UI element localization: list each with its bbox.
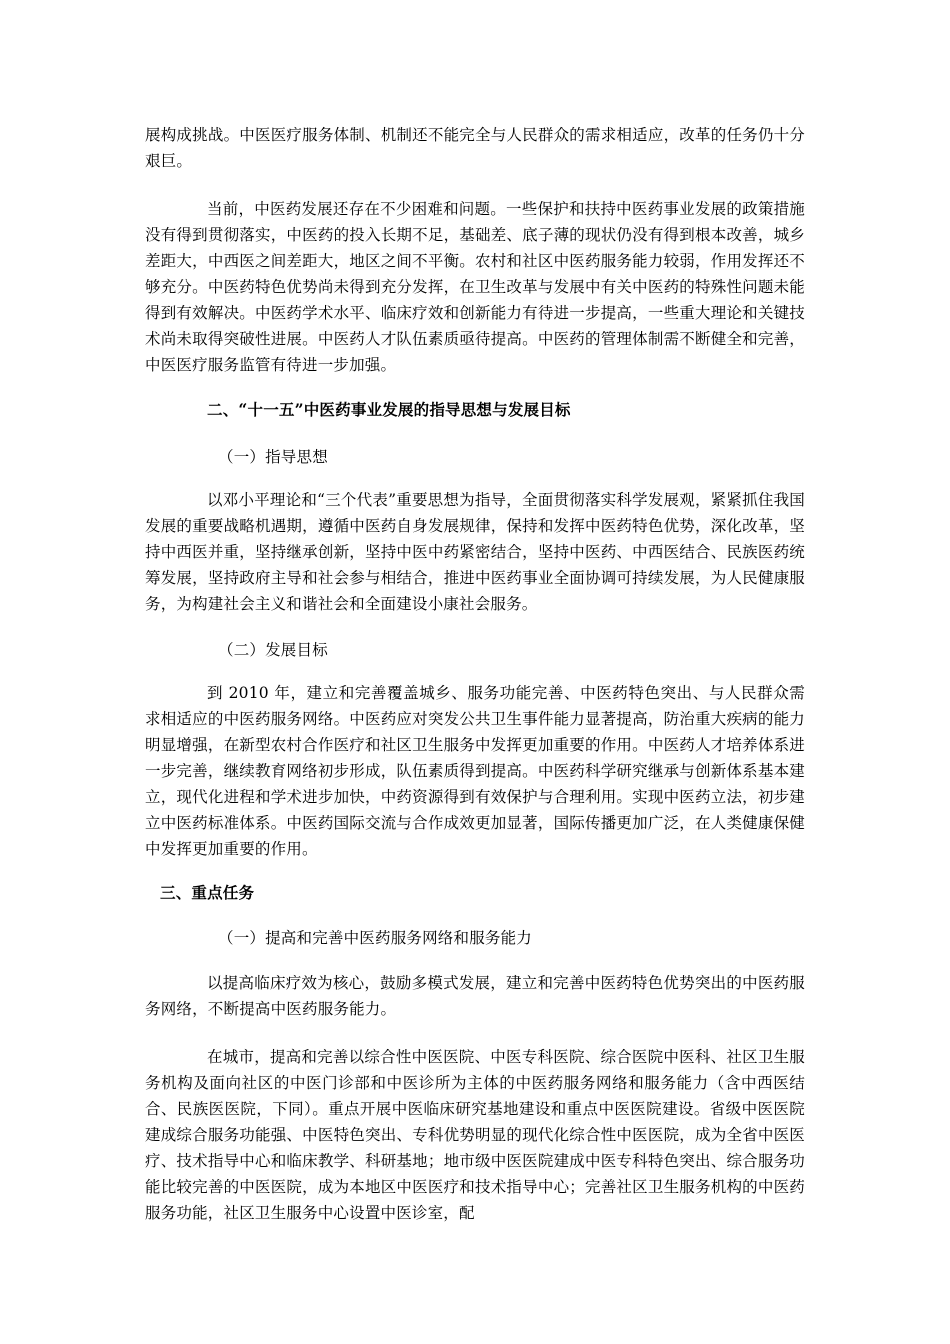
- paragraph-intro-continuation: 展构成挑战。中医医疗服务体制、机制还不能完全与人民群众的需求相适应，改革的任务仍十分艰巨。: [145, 126, 805, 170]
- subheading-guiding-ideology: （一）指导思想: [218, 448, 328, 466]
- section-heading-three: 三、重点任务: [160, 883, 255, 902]
- paragraph-service-capability: 以提高临床疗效为核心，鼓励多模式发展，建立和完善中医药特色优势突出的中医药服务网络，不断提高中医药服务能力。: [145, 974, 805, 1018]
- subheading-development-goals: （二）发展目标: [218, 641, 328, 659]
- section-heading-two: 二、“十一五”中医药事业发展的指导思想与发展目标: [207, 400, 571, 419]
- paragraph-guiding-ideology: 以邓小平理论和“三个代表”重要思想为指导，全面贯彻落实科学发展观，紧紧抓住我国发展的重要战略机遇期，遵循中医药自身发展规律，保持和发挥中医药特色优势，深化改革，坚持中西医并重，坚持继承创新，坚持中医中药紧密结合，坚持中医药、中西医结合、民族医药统筹发展，坚持政府主导和社会参与相结合，推进中医药事业全面协调可持续发展，为人民健康服务，为构建社会主义和谐社会和全面建设小康社会服务。: [145, 491, 805, 613]
- subheading-service-network: （一）提高和完善中医药服务网络和服务能力: [218, 929, 533, 947]
- paragraph-development-goals: 到 2010 年，建立和完善覆盖城乡、服务功能完善、中医药特色突出、与人民群众需求相适应的中医药服务网络。中医药应对突发公共卫生事件能力显著提高，防治重大疾病的能力明显增强，在新型农村合作医疗和社区卫生服务中发挥更加重要的作用。中医药人才培养体系进一步完善，继续教育网络初步形成，队伍素质得到提高。中医药科学研究继承与创新体系基本建立，现代化进程和学术进步加快，中药资源得到有效保护与合理利用。实现中医药立法，初步建立中医药标准体系。中医药国际交流与合作成效更加显著，国际传播更加广泛，在人类健康保健中发挥更加重要的作用。: [145, 684, 805, 858]
- paragraph-urban-network: 在城市，提高和完善以综合性中医医院、中医专科医院、综合医院中医科、社区卫生服务机构及面向社区的中医门诊部和中医诊所为主体的中医药服务网络和服务能力（含中西医结合、民族医医院，下同）。重点开展中医临床研究基地建设和重点中医医院建设。省级中医医院建成综合服务功能强、中医特色突出、专科优势明显的现代化综合性中医医院，成为全省中医医疗、技术指导中心和临床教学、科研基地；地市级中医医院建成中医专科特色突出、综合服务功能比较完善的中医医院，成为本地区中医医疗和技术指导中心；完善社区卫生服务机构的中医药服务功能，社区卫生服务中心设置中医诊室，配: [145, 1048, 805, 1222]
- paragraph-current-problems: 当前，中医药发展还存在不少困难和问题。一些保护和扶持中医药事业发展的政策措施没有得到贯彻落实，中医药的投入长期不足，基础差、底子薄的现状仍没有得到根本改善，城乡差距大，中西医之间差距大，地区之间不平衡。农村和社区中医药服务能力较弱，作用发挥还不够充分。中医药特色优势尚未得到充分发挥，在卫生改革与发展中有关中医药的特殊性问题未能得到有效解决。中医药学术水平、临床疗效和创新能力有待进一步提高，一些重大理论和关键技术尚未取得突破性进展。中医药人才队伍素质亟待提高。中医药的管理体制需不断健全和完善，中医医疗服务监管有待进一步加强。: [145, 200, 805, 374]
